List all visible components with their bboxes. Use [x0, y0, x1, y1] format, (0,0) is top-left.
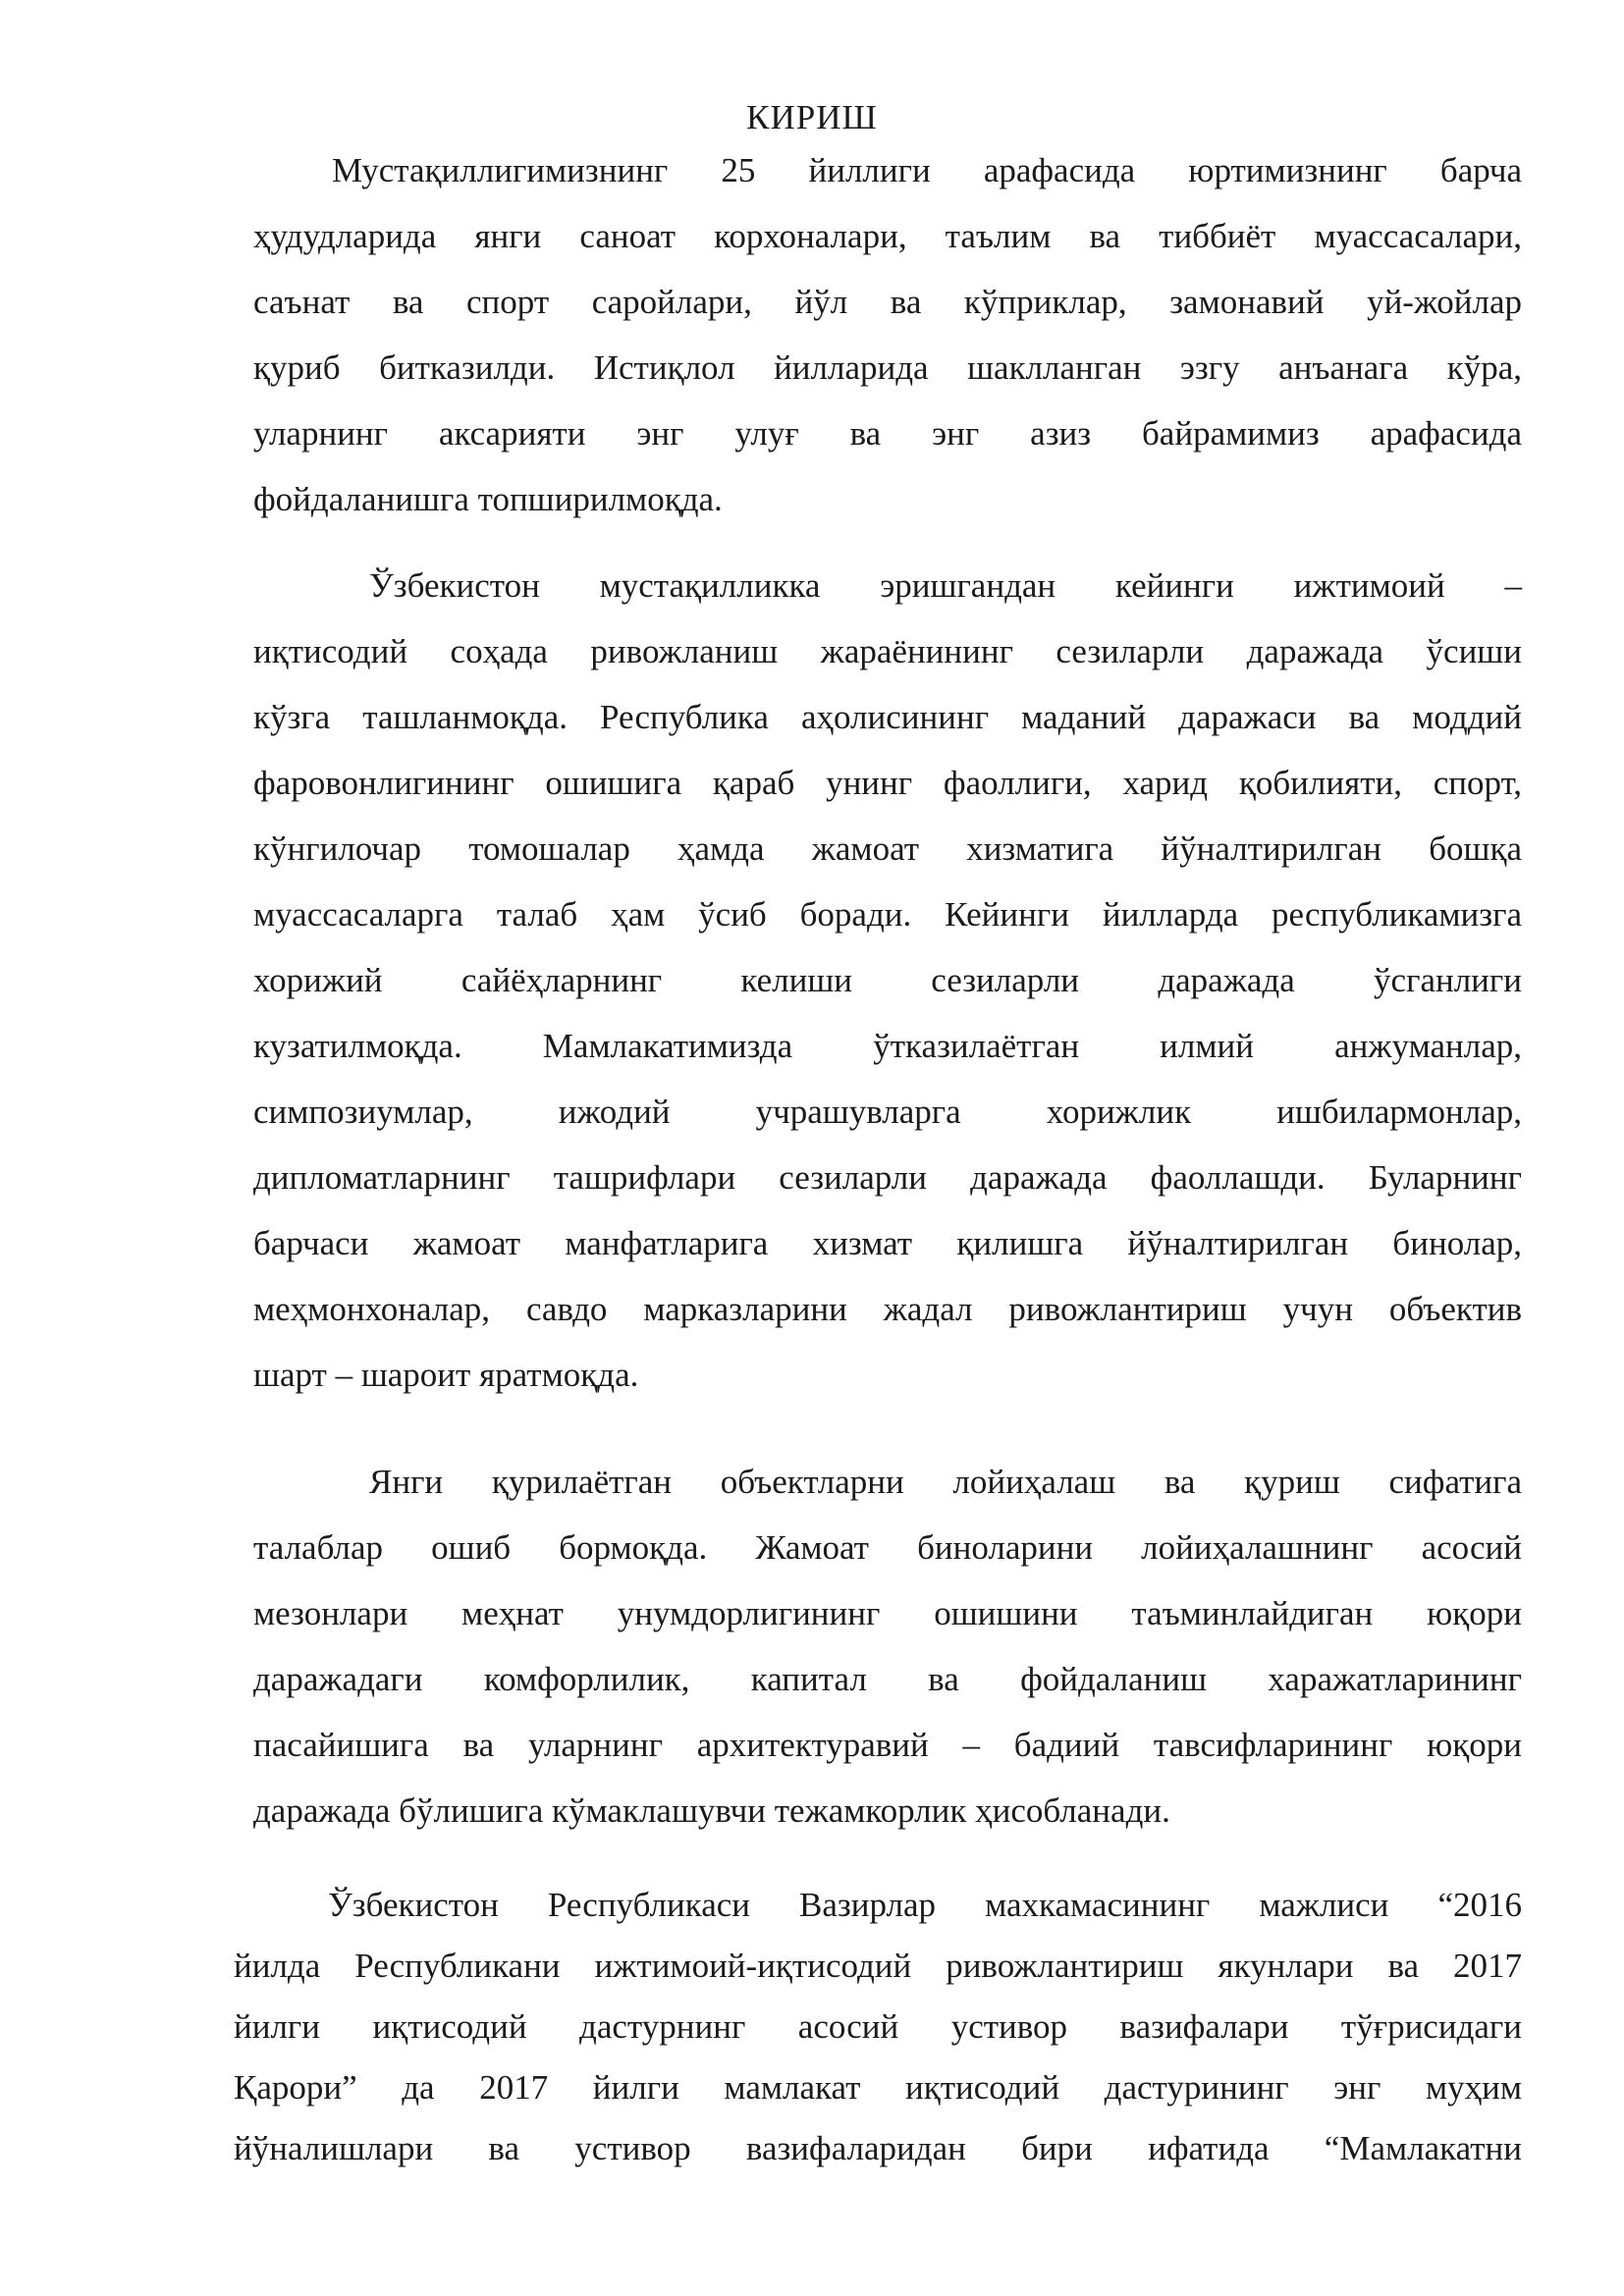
- paragraph-line: иқтисодий соҳада ривожланиш жараёнининг сезиларли даражада ўсиши: [253, 632, 1522, 670]
- paragraph-line: барчаси жамоат манфатларига хизмат қилишга йўналтирилган бинолар,: [253, 1224, 1522, 1262]
- paragraph-line: даражадаги комфорлилик, капитал ва фойдаланиш харажатларининг: [253, 1660, 1522, 1698]
- paragraph-line: кўнгилочар томошалар ҳамда жамоат хизматига йўналтирилган бошқа: [253, 829, 1522, 868]
- paragraph-line: меҳмонхоналар, савдо марказларини жадал ривожлантириш учун объектив: [253, 1290, 1522, 1328]
- paragraph-line: Ўзбекистон мустақилликка эришгандан кейинги ижтимоий –: [369, 566, 1522, 605]
- paragraph-line: ҳудудларида янги саноат корхоналари, таълим ва тиббиёт муассасалари,: [253, 217, 1522, 255]
- paragraph-line: хорижий сайёҳларнинг келиши сезиларли даражада ўсганлиги: [253, 961, 1522, 999]
- paragraph-2: [253, 553, 1522, 1408]
- paragraph-line: муассасаларга талаб ҳам ўсиб боради. Кейинги йилларда республикамизга: [253, 895, 1522, 934]
- paragraph-line: талаблар ошиб бормоқда. Жамоат биноларини лойиҳалашнинг асосий: [253, 1528, 1522, 1567]
- paragraph-line: Ўзбекистон Республикаси Вазирлар махкамасининг мажлиси “2016: [328, 1886, 1522, 1924]
- page-title: КИРИШ: [746, 98, 878, 136]
- paragraph-line: дипломатларнинг ташрифлари сезиларли даражада фаоллашди. Буларнинг: [253, 1158, 1522, 1197]
- paragraph-line: кузатилмоқда. Мамлакатимизда ўтказилаётган илмий анжуманлар,: [253, 1027, 1522, 1065]
- paragraph-line: даражада бўлишига кўмаклашувчи тежамкорлик ҳисобланади.: [253, 1791, 1170, 1830]
- paragraph-line: шарт – шароит яратмоқда.: [253, 1356, 639, 1394]
- paragraph-line: фойдаланишга топширилмоқда.: [253, 480, 723, 518]
- paragraph-line: қуриб битказилди. Истиқлол йилларида шаклланган эзгу анъанага кўра,: [253, 348, 1522, 387]
- paragraph-line: саънат ва спорт саройлари, йўл ва кўприклар, замонавий уй-жойлар: [253, 283, 1522, 321]
- paragraph-line: симпозиумлар, ижодий учрашувларга хорижлик ишбилармонлар,: [253, 1093, 1522, 1131]
- paragraph-line: пасайишига ва уларнинг архитектуравий – бадиий тавсифларининг юқори: [253, 1726, 1522, 1764]
- paragraph-line: Қарори” да 2017 йилги мамлакат иқтисодий дастурининг энг муҳим: [234, 2068, 1522, 2107]
- paragraph-line: уларнинг аксарияти энг улуғ ва энг азиз байрамимиз арафасида: [253, 414, 1522, 453]
- paragraph-4: [234, 1875, 1522, 2179]
- paragraph-line: кўзга ташланмоқда. Республика аҳолисининг маданий даражаси ва моддий: [253, 698, 1522, 736]
- paragraph-line: йилда Республикани ижтимоий-иқтисодий ривожлантириш якунлари ва 2017: [234, 1947, 1522, 1985]
- paragraph-line: йўналишлари ва устивор вазифаларидан бири ифатида “Мамлакатни: [234, 2129, 1522, 2167]
- paragraph-line: мезонлари меҳнат унумдорлигининг ошишини таъминлайдиган юқори: [253, 1594, 1522, 1632]
- paragraph-1: [253, 137, 1522, 532]
- paragraph-3: [253, 1449, 1522, 1843]
- paragraph-line: Янги қурилаётган объектларни лойиҳалаш ва қуриш сифатига: [369, 1463, 1522, 1501]
- paragraph-line: фаровонлигининг ошишига қараб унинг фаоллиги, харид қобилияти, спорт,: [253, 764, 1522, 802]
- paragraph-line: йилги иқтисодий дастурнинг асосий устивор вазифалари тўғрисидаги: [234, 2007, 1522, 2046]
- paragraph-line: Мустақиллигимизнинг 25 йиллиги арафасида юртимизнинг барча: [332, 151, 1522, 189]
